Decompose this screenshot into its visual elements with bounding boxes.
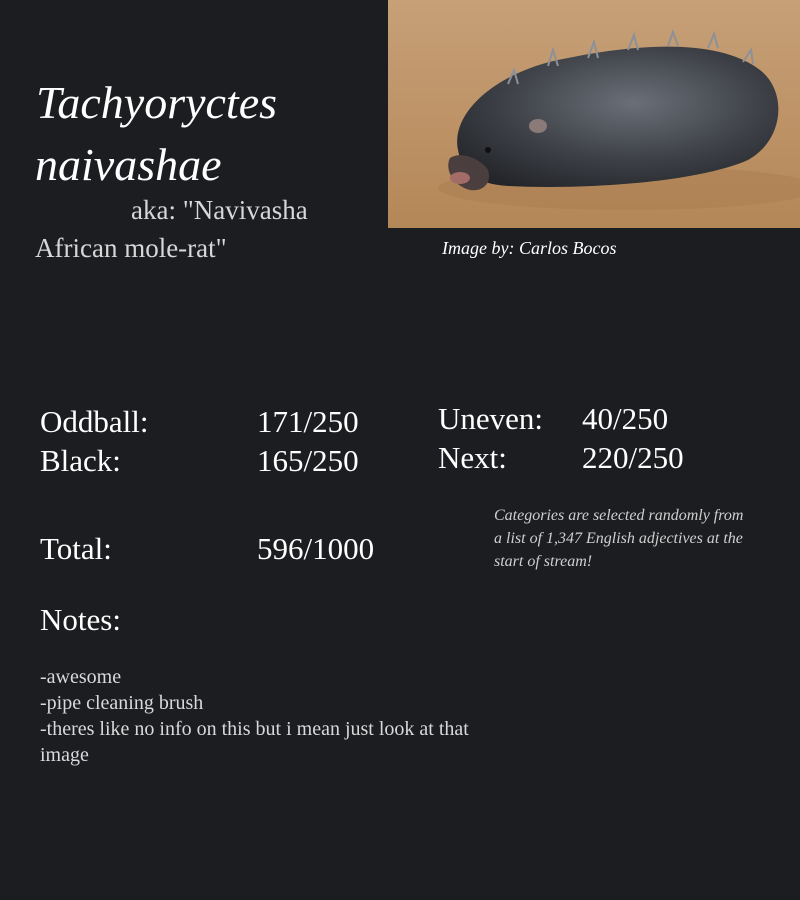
- black-label: Black:: [40, 443, 121, 478]
- uneven-label: Uneven:: [438, 401, 544, 436]
- image-credit: Image by: Carlos Bocos: [442, 238, 617, 258]
- note-item: -pipe cleaning brush: [40, 692, 204, 714]
- total-score: 596/1000: [257, 531, 375, 566]
- category-disclaimer: Categories are selected randomly from a list of 1,347 English adjectives at the start of stream!: [494, 507, 744, 570]
- note-item: -awesome: [40, 666, 122, 688]
- notes-heading: Notes:: [40, 602, 121, 637]
- note-item: image: [40, 744, 89, 766]
- species-title-line2: naivashae: [35, 139, 222, 190]
- next-label: Next:: [438, 440, 507, 475]
- note-item: -theres like no info on this but i mean just look at that: [40, 718, 469, 740]
- black-score: 165/250: [257, 443, 359, 478]
- oddball-score: 171/250: [257, 404, 359, 439]
- mole-rat-illustration: [388, 0, 800, 228]
- notes-list: [40, 664, 540, 768]
- total-label: Total:: [40, 531, 112, 566]
- mole-rat-photo: [388, 0, 800, 228]
- common-name-line2: African mole-rat": [35, 233, 227, 263]
- oddball-label: Oddball:: [40, 404, 149, 439]
- uneven-score: 40/250: [582, 401, 669, 436]
- next-score: 220/250: [582, 440, 684, 475]
- common-name-line1: aka: "Navivasha: [131, 195, 308, 225]
- species-title-line1: Tachyoryctes: [36, 77, 278, 128]
